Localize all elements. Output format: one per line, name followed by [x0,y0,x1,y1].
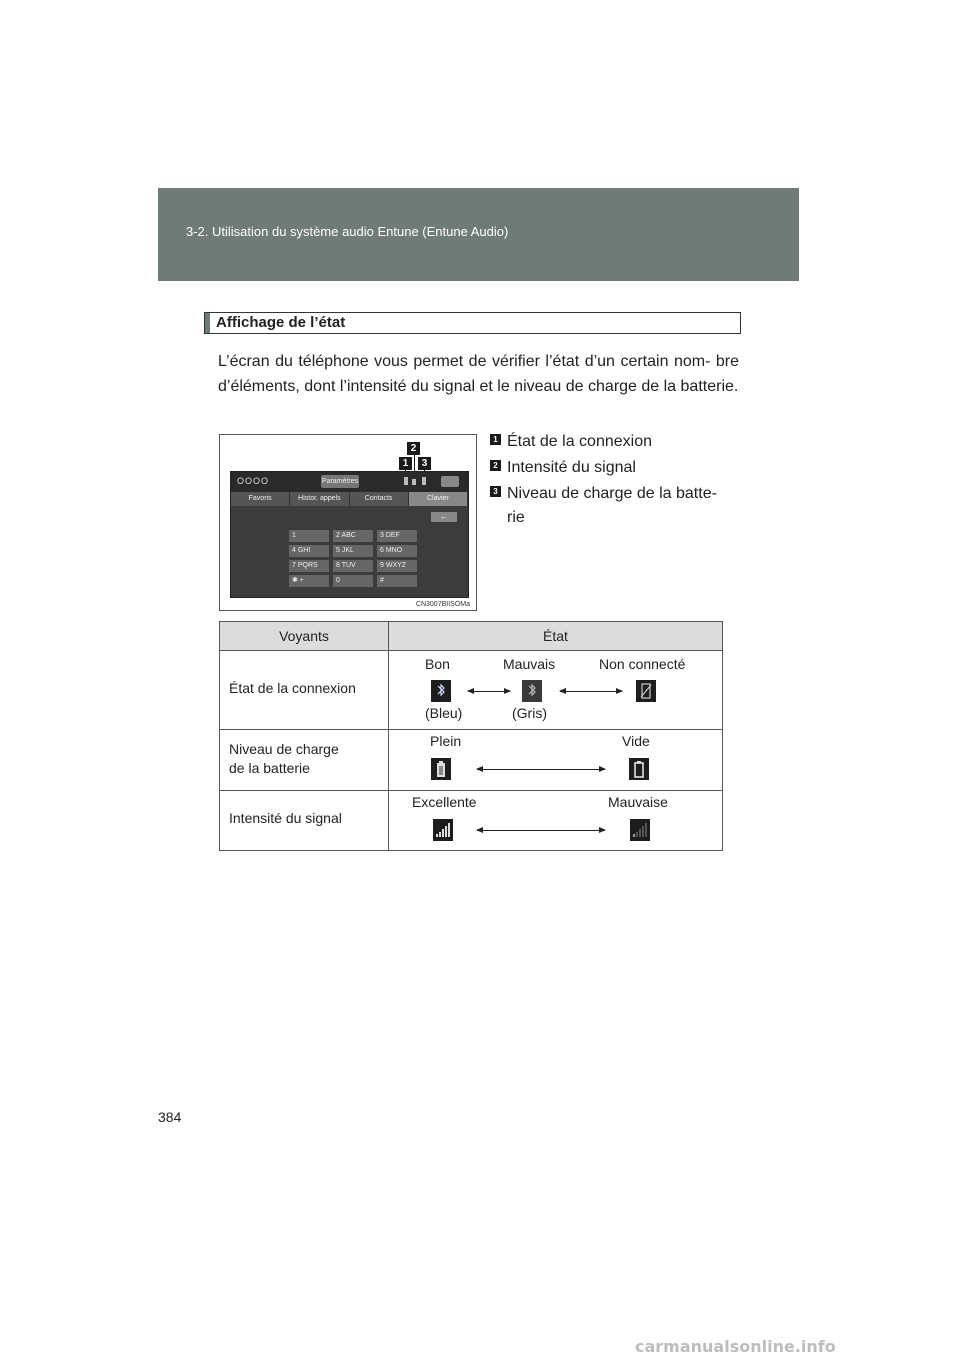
caption-mauvaise: Mauvaise [608,794,668,810]
table-row [220,730,723,791]
double-arrow [477,830,605,831]
key-1[interactable]: 1 [289,530,329,542]
settings-button[interactable]: Paramètres [321,475,359,488]
key-3[interactable]: 3 DEF [377,530,417,542]
signal-excellent-icon [433,819,453,841]
section-heading [204,312,741,334]
key-2[interactable]: 2 ABC [333,530,373,542]
signal-poor-icon [630,819,650,841]
key-star[interactable]: ✱ + [289,575,329,587]
chapter-header [158,188,799,281]
key-7[interactable]: 7 PQRS [289,560,329,572]
keypad [289,530,419,587]
tab-favoris[interactable]: Favoris [231,492,290,506]
legend-number: 1 [490,434,501,445]
double-arrow [477,769,605,770]
caption-bon: Bon [425,656,450,672]
legend-text: Intensité du signal [507,459,636,476]
key-5[interactable]: 5 JKL [333,545,373,557]
row-state [389,651,723,730]
tab-histor-appels[interactable]: Histor. appels [290,492,349,506]
battery-full-icon [431,758,451,780]
back-arrow-icon[interactable]: ← [431,512,457,522]
row-state [389,730,723,791]
row-label-text: État de la connexion [229,680,356,696]
legend-text: Niveau de charge de la batte- [507,485,717,502]
legend-text: État de la connexion [507,433,652,450]
mail-icon[interactable] [441,476,459,487]
screen-topbar [231,472,468,492]
bluetooth-icon [522,680,542,702]
table-row [220,651,723,730]
key-4[interactable]: 4 GHI [289,545,329,557]
signal-status-icon [412,479,416,485]
watermark: carmanualsonline.info [635,1337,836,1356]
caption-non-connecte: Non connecté [599,656,686,672]
column-header-voyants: Voyants [220,622,389,651]
row-state [389,791,723,851]
caption-excellente: Excellente [412,794,477,810]
key-hash[interactable]: # [377,575,417,587]
status-table [219,621,723,851]
legend-number: 2 [490,460,501,471]
figure-code: CN3007BIISOMa [415,601,470,608]
battery-status-icon [422,477,426,485]
intro-paragraph: L’écran du téléphone vous permet de vérifier l’état d’un certain nom- bre d’éléments, dont l’intensité du signal et le niveau de charge de la batterie. [218,353,739,395]
row-label-line2: de la batterie [229,760,310,776]
row-label-text: Intensité du signal [229,810,342,826]
section-title: Affichage de l’état [216,314,346,331]
key-0[interactable]: 0 [333,575,373,587]
legend-number: 3 [490,486,501,497]
caption-bleu: (Bleu) [425,705,463,721]
table-header-row [220,622,723,651]
chapter-title: 3-2. Utilisation du système audio Entune (Entune Audio) [186,224,509,239]
row-label [220,651,389,730]
key-9[interactable]: 9 WXYZ [377,560,417,572]
caption-plein: Plein [430,733,462,749]
phone-screen [230,471,469,598]
row-label [220,791,389,851]
connection-status-icon [404,477,408,485]
caption-gris: (Gris) [512,705,547,721]
screen-brand: OOOO [237,476,270,486]
phone-not-connected-icon [636,680,656,702]
callout-3: 3 [418,457,431,470]
column-header-etat: État [389,622,723,651]
key-6[interactable]: 6 MNO [377,545,417,557]
caption-mauvais: Mauvais [503,656,556,672]
caption-vide: Vide [622,733,650,749]
bluetooth-icon [431,680,451,702]
legend-text-cont: rie [507,509,525,526]
page-number: 384 [158,1109,182,1125]
screen-tabs [231,492,468,506]
row-label-line1: Niveau de charge [229,741,339,757]
callout-2: 2 [407,442,420,455]
row-label [220,730,389,791]
double-arrow [468,691,510,692]
double-arrow [560,691,622,692]
callout-1: 1 [399,457,412,470]
phone-screen-figure [219,434,477,611]
key-8[interactable]: 8 TUV [333,560,373,572]
section-heading-bar [205,313,210,333]
tab-clavier[interactable]: Clavier [409,492,468,506]
battery-empty-icon [629,758,649,780]
table-row [220,791,723,851]
tab-contacts[interactable]: Contacts [350,492,409,506]
